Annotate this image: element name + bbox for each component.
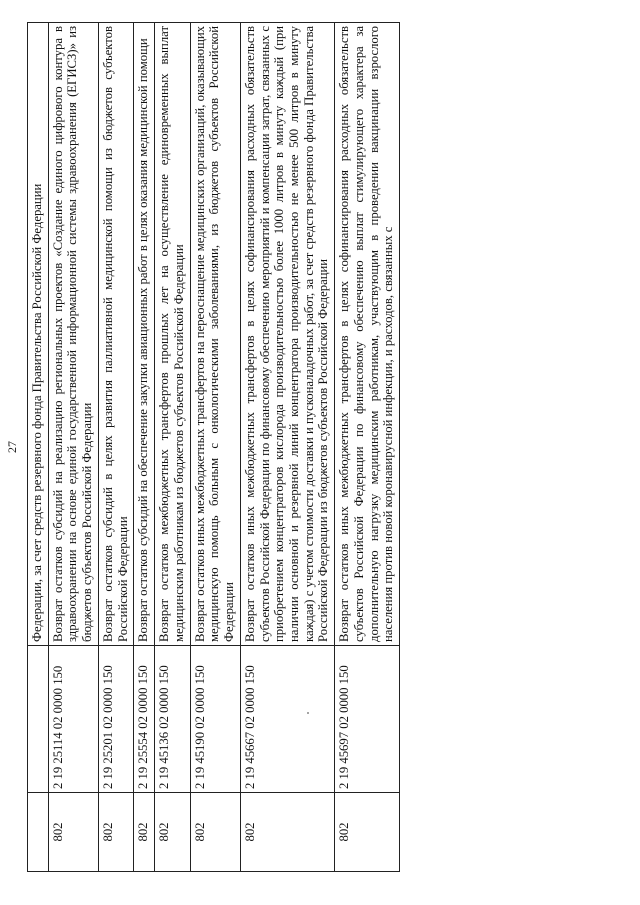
budget-code-cell: 2 19 45697 02 0000 150: [335, 646, 400, 793]
table-row: [28, 23, 49, 872]
budget-code-cell: [28, 646, 49, 793]
table-row: [190, 23, 240, 872]
admin-code-cell: 802: [48, 793, 98, 872]
admin-code-cell: 802: [98, 793, 133, 872]
table-row: [155, 23, 190, 872]
budget-code-cell: 2 19 25554 02 0000 150: [134, 646, 155, 793]
admin-code-cell: 802: [134, 793, 155, 872]
rotated-page-content: [5, 22, 400, 872]
admin-code-cell: 802: [240, 793, 334, 872]
admin-code-cell: 802: [190, 793, 240, 872]
budget-code-cell: 2 19 45667 02 0000 150: [240, 646, 334, 793]
admin-code-cell: [28, 793, 49, 872]
table-row: [48, 23, 98, 872]
budget-code-cell: 2 19 25114 02 0000 150: [48, 646, 98, 793]
table-row: [335, 23, 400, 872]
description-cell: Возврат остатков межбюджетных трансфертов прошлых лет на осуществление единовременных выплат медицинским работникам из бюджетов субъектов Российской Федерации: [155, 23, 190, 646]
table-row: [98, 23, 133, 872]
description-cell: Возврат остатков субсидий в целях развития паллиативной медицинской помощи из бюджетов субъектов Российской Федерации: [98, 23, 133, 646]
table-body: [28, 23, 400, 872]
budget-code-cell: 2 19 45190 02 0000 150: [190, 646, 240, 793]
budget-code-table: [27, 22, 400, 872]
budget-code-cell: 2 19 45136 02 0000 150: [155, 646, 190, 793]
table-row: [134, 23, 155, 872]
table-row: [240, 23, 334, 872]
scan-speck: [307, 712, 309, 714]
description-cell: Возврат остатков иных межбюджетных трансфертов в целях софинансирования расходных обязательств субъектов Российской Федерации по финансовому обеспечению мероприятий и компенсации затрат, связанных с приобретением концентраторов кислорода производительностью более 1000 литров в минуту каждый (при наличии основной и резервной линий концентратора производительностью не менее 500 литров в минуту каждая) с учетом стоимости доставки и пусконаладочных работ, за счет средств резервного фонда Правительства Российской Федерации из бюджетов субъектов Российской Федерации: [240, 23, 334, 646]
admin-code-cell: 802: [335, 793, 400, 872]
admin-code-cell: 802: [155, 793, 190, 872]
description-cell: Возврат остатков иных межбюджетных трансфертов в целях софинансирования расходных обязательств субъектов Российской Федерации по финансовому обеспечению выплат стимулирующего характера за дополнительную нагрузку медицинским работникам, участвующим в проведении вакцинации взрослого населения против новой коронавирусной инфекции, и расходов, связанных с: [335, 23, 400, 646]
description-cell: Возврат остатков субсидий на реализацию региональных проектов «Создание единого цифрового контура в здравоохранении на основе единой государственной информационной системы здравоохранения (ЕГИСЗ)» из бюджетов субъектов Российской Федерации: [48, 23, 98, 646]
description-cell: Возврат остатков иных межбюджетных трансфертов на переоснащение медицинских организаций, оказывающих медицинскую помощь больным с онкологическими заболеваниями, из бюджетов субъектов Российской Федерации: [190, 23, 240, 646]
budget-code-cell: 2 19 25201 02 0000 150: [98, 646, 133, 793]
description-cell: Федерации, за счет средств резервного фонда Правительства Российской Федерации: [28, 23, 49, 646]
description-cell: Возврат остатков субсидий на обеспечение закупки авиационных работ в целях оказания медицинской помощи: [134, 23, 155, 646]
page-number: 27: [5, 441, 19, 453]
